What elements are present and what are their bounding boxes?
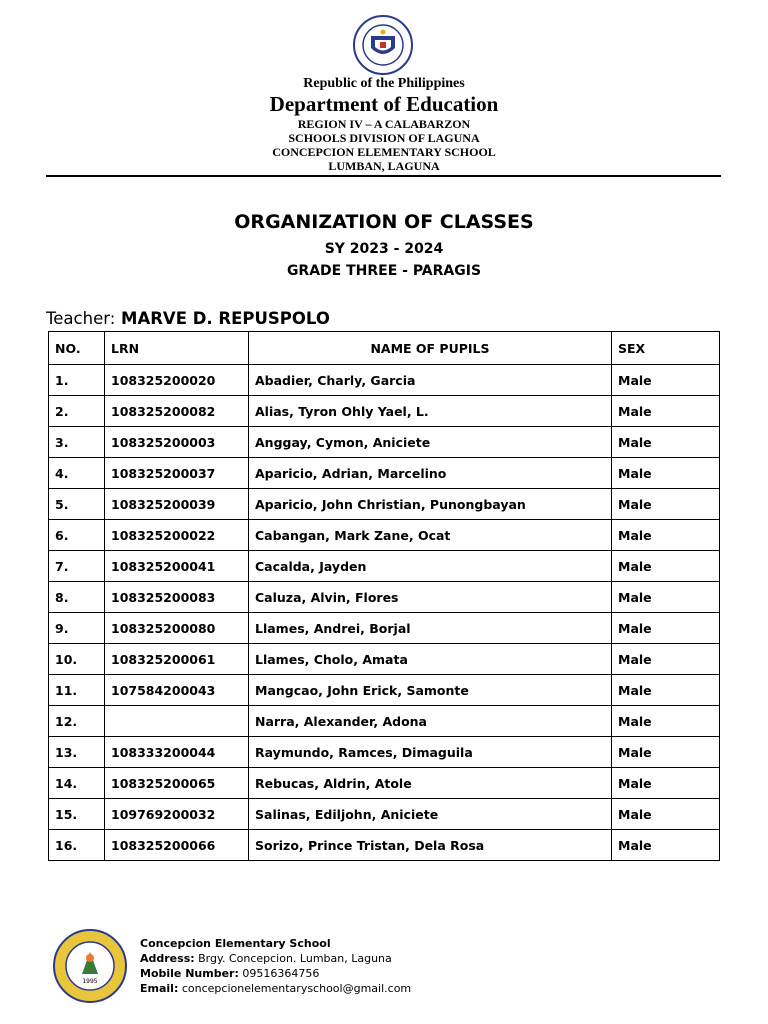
header-sex: SEX [612, 332, 720, 365]
cell-no: 7. [49, 551, 105, 582]
cell-lrn: 108325200022 [105, 520, 249, 551]
table-row [49, 644, 720, 675]
table-row [49, 830, 720, 861]
cell-sex: Male [612, 613, 720, 644]
cell-lrn: 108325200061 [105, 644, 249, 675]
cell-no: 16. [49, 830, 105, 861]
table-row [49, 396, 720, 427]
cell-lrn [105, 706, 249, 737]
teacher-name: MARVE D. REPUSPOLO [121, 309, 330, 328]
teacher-line [46, 309, 330, 328]
table-row [49, 458, 720, 489]
school-logo [52, 928, 128, 1004]
cell-lrn: 108325200039 [105, 489, 249, 520]
cell-sex: Male [612, 706, 720, 737]
cell-no: 11. [49, 675, 105, 706]
cell-sex: Male [612, 675, 720, 706]
table-row [49, 551, 720, 582]
footer-contact [140, 936, 411, 996]
footer-address-label: Address: [140, 952, 195, 965]
cell-name: Caluza, Alvin, Flores [249, 582, 612, 613]
cell-sex: Male [612, 799, 720, 830]
table-row [49, 613, 720, 644]
cell-name: Cabangan, Mark Zane, Ocat [249, 520, 612, 551]
cell-name: Rebucas, Aldrin, Atole [249, 768, 612, 799]
cell-name: Narra, Alexander, Adona [249, 706, 612, 737]
deped-seal-logo [343, 14, 423, 76]
school-year: SY 2023 - 2024 [324, 241, 444, 257]
cell-sex: Male [612, 582, 720, 613]
cell-lrn: 108325200065 [105, 768, 249, 799]
header-no: NO. [49, 332, 105, 365]
header-department: Department of Education [269, 92, 499, 116]
cell-name: Llames, Andrei, Borjal [249, 613, 612, 644]
table-row [49, 737, 720, 768]
cell-no: 15. [49, 799, 105, 830]
cell-no: 6. [49, 520, 105, 551]
footer-mobile-label: Mobile Number: [140, 967, 239, 980]
footer-email-line [140, 981, 411, 996]
cell-lrn: 108333200044 [105, 737, 249, 768]
cell-sex: Male [612, 396, 720, 427]
cell-no: 5. [49, 489, 105, 520]
header-town: LUMBAN, LAGUNA [328, 159, 440, 173]
cell-no: 14. [49, 768, 105, 799]
cell-no: 13. [49, 737, 105, 768]
header-republic: Republic of the Philippines [303, 76, 465, 91]
table-row [49, 582, 720, 613]
cell-sex: Male [612, 551, 720, 582]
cell-no: 8. [49, 582, 105, 613]
table-row [49, 365, 720, 396]
footer-address-line [140, 951, 411, 966]
cell-lrn: 109769200032 [105, 799, 249, 830]
cell-name: Sorizo, Prince Tristan, Dela Rosa [249, 830, 612, 861]
footer-email[interactable]: concepcionelementaryschool@gmail.com [181, 982, 412, 995]
cell-no: 12. [49, 706, 105, 737]
cell-lrn: 108325200066 [105, 830, 249, 861]
cell-lrn: 108325200003 [105, 427, 249, 458]
cell-no: 4. [49, 458, 105, 489]
table-row [49, 489, 720, 520]
cell-no: 2. [49, 396, 105, 427]
document-title: ORGANIZATION OF CLASSES [234, 211, 534, 233]
table-row [49, 675, 720, 706]
cell-sex: Male [612, 520, 720, 551]
header-region: REGION IV – A CALABARZON [297, 117, 471, 131]
table-row [49, 799, 720, 830]
footer-school-name: Concepcion Elementary School [140, 937, 331, 950]
cell-name: Abadier, Charly, Garcia [249, 365, 612, 396]
cell-no: 1. [49, 365, 105, 396]
cell-lrn: 107584200043 [105, 675, 249, 706]
table-row [49, 706, 720, 737]
cell-lrn: 108325200041 [105, 551, 249, 582]
cell-lrn: 108325200080 [105, 613, 249, 644]
grade-section: GRADE THREE - PARAGIS [286, 263, 482, 279]
cell-name: Alias, Tyron Ohly Yael, L. [249, 396, 612, 427]
pupil-roster-table [48, 331, 720, 861]
cell-sex: Male [612, 644, 720, 675]
cell-name: Mangcao, John Erick, Samonte [249, 675, 612, 706]
table-header-row [49, 332, 720, 365]
cell-lrn: 108325200037 [105, 458, 249, 489]
cell-name: Raymundo, Ramces, Dimaguila [249, 737, 612, 768]
school-logo-year: 1995 [82, 978, 98, 985]
teacher-label: Teacher: [46, 309, 116, 328]
cell-lrn: 108325200020 [105, 365, 249, 396]
cell-sex: Male [612, 458, 720, 489]
cell-name: Anggay, Cymon, Aniciete [249, 427, 612, 458]
header-divider [46, 175, 721, 177]
cell-sex: Male [612, 768, 720, 799]
cell-name: Aparicio, Adrian, Marcelino [249, 458, 612, 489]
cell-no: 10. [49, 644, 105, 675]
cell-sex: Male [612, 365, 720, 396]
table-row [49, 768, 720, 799]
cell-sex: Male [612, 830, 720, 861]
cell-name: Cacalda, Jayden [249, 551, 612, 582]
header-school: CONCEPCION ELEMENTARY SCHOOL [272, 145, 496, 159]
cell-name: Salinas, Ediljohn, Aniciete [249, 799, 612, 830]
header-lrn: LRN [105, 332, 249, 365]
cell-name: Aparicio, John Christian, Punongbayan [249, 489, 612, 520]
cell-lrn: 108325200083 [105, 582, 249, 613]
cell-name: Llames, Cholo, Amata [249, 644, 612, 675]
header-division: SCHOOLS DIVISION OF LAGUNA [288, 131, 480, 145]
cell-lrn: 108325200082 [105, 396, 249, 427]
cell-sex: Male [612, 737, 720, 768]
cell-sex: Male [612, 427, 720, 458]
footer-mobile-line [140, 966, 411, 981]
table-row [49, 520, 720, 551]
cell-no: 9. [49, 613, 105, 644]
footer-email-label: Email: [140, 982, 179, 995]
table-row [49, 427, 720, 458]
footer-address: Brgy. Concepcion. Lumban, Laguna [198, 952, 392, 965]
footer-mobile: 09516364756 [242, 967, 320, 980]
cell-no: 3. [49, 427, 105, 458]
cell-sex: Male [612, 489, 720, 520]
header-name: NAME OF PUPILS [249, 332, 612, 365]
